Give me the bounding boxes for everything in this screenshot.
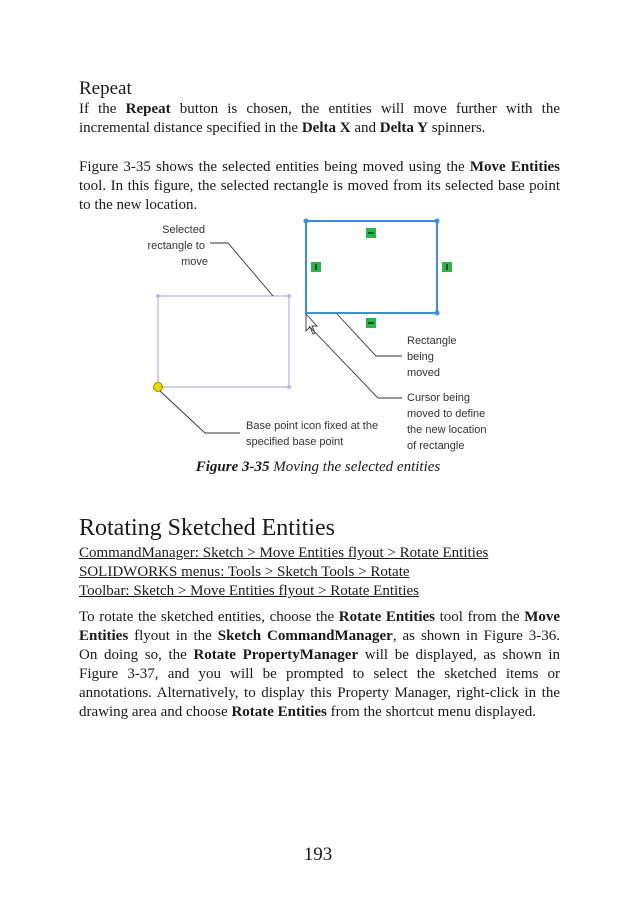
path-toolbar: Toolbar: Sketch > Move Entities flyout > Rotate Entities [79, 583, 419, 599]
cursor-arrow-icon [306, 314, 317, 334]
horizontal-relation-icon [366, 318, 376, 328]
page-number: 193 [303, 844, 333, 865]
heading-rotating: Rotating Sketched Entities [79, 515, 335, 541]
path-solidworks-menus: SOLIDWORKS menus: Tools > Sketch Tools > Rotate [79, 564, 410, 580]
vertex-point [435, 311, 440, 316]
vertex-point [156, 294, 160, 298]
vertex-point [287, 385, 291, 389]
vertex-point [435, 219, 440, 224]
paragraph-figure-intro: Figure 3-35 shows the selected entities being moved using the Move Entities tool. In this figure, the selected rectangle is moved from its selected base point to the new location. [79, 159, 560, 213]
paragraph-repeat: If the Repeat button is chosen, the entities will move further with the incremental distance specified in the Delta X and Delta Y spinners. [79, 101, 560, 136]
callout-selected-rectangle: Selected rectangle to move [147, 224, 208, 268]
figure-caption: Figure 3-35 Moving the selected entities [195, 459, 441, 475]
path-commandmanager: CommandManager: Sketch > Move Entities flyout > Rotate Entities [79, 545, 489, 561]
leader-line-cursor [309, 326, 402, 398]
selected-rectangle [158, 296, 289, 387]
paragraph-rotate: To rotate the sketched entities, choose the Rotate Entities tool from the Move Entities flyout in the Sketch CommandManager, as shown in Figure 3-36. On doing so, the Rotate PropertyManager will be displayed, as shown in Figure 3-37, and you will be prompted to select the sketched items or annotations. Alternatively, to display this Property Manager, right-click in the drawing area and choose Rotate Entities from the shortcut menu displayed. [79, 609, 561, 720]
vertical-relation-icon [442, 262, 452, 272]
command-paths [79, 544, 488, 601]
base-point-icon [154, 383, 163, 392]
callout-cursor: Cursor being moved to define the new location of rectangle [407, 392, 487, 452]
callout-rectangle-moved: Rectangle being moved [407, 335, 457, 379]
vertex-point [287, 294, 291, 298]
horizontal-relation-icon [366, 228, 376, 238]
leader-line-selected [210, 243, 273, 296]
vertex-point [304, 219, 309, 224]
figure-3-35 [0, 210, 636, 470]
leader-line-base [160, 391, 240, 433]
callout-base-point: Base point icon fixed at the specified base point [246, 420, 379, 448]
vertical-relation-icon [311, 262, 321, 272]
heading-repeat: Repeat [79, 78, 132, 99]
